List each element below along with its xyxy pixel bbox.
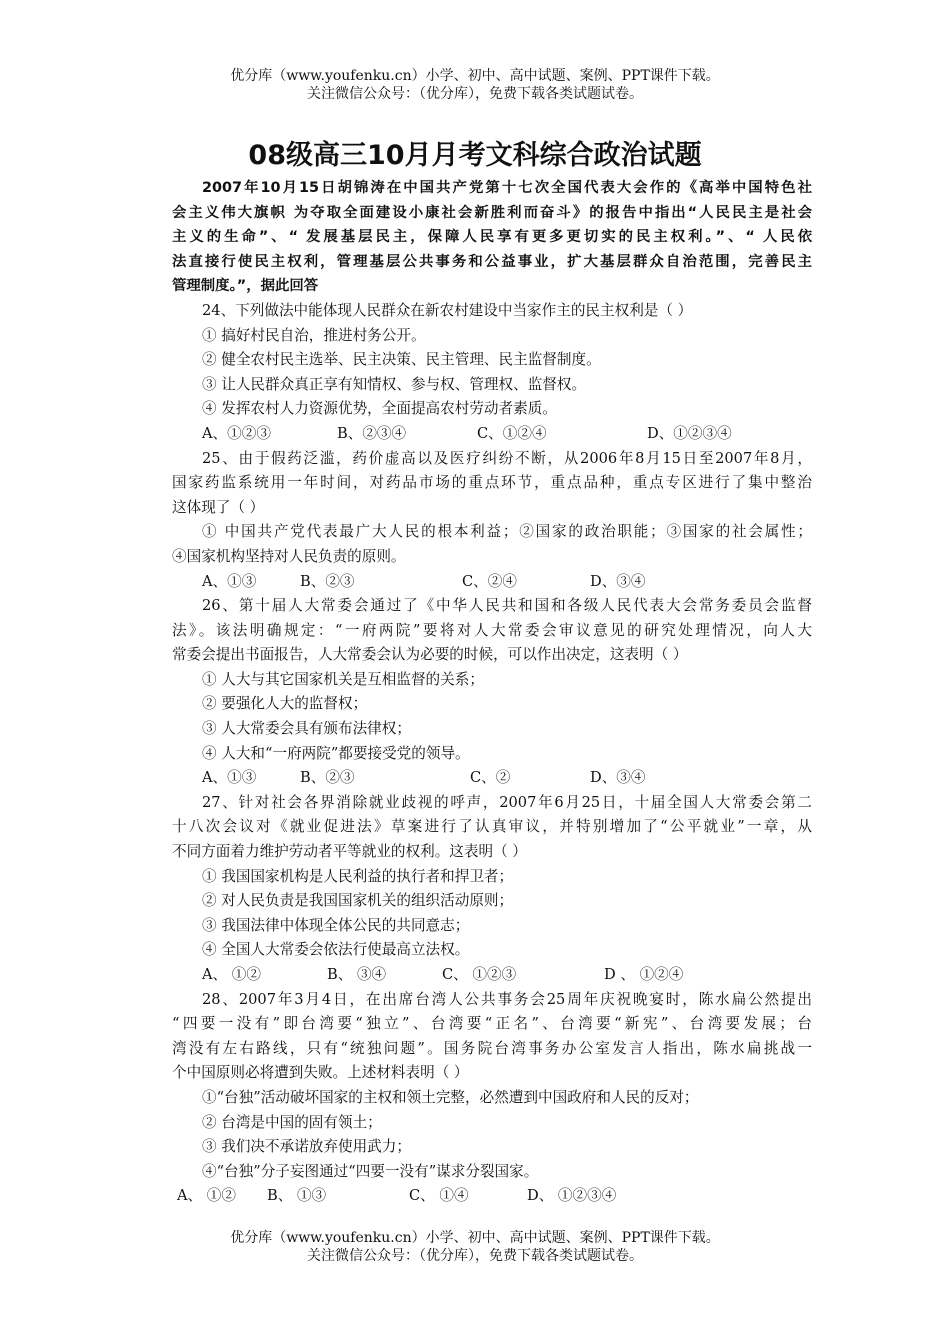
question-28-stem: 28、2007年3月4日，在出席台湾人公共事务会25周年庆祝晚宴时，陈水扁公然提出 <box>202 990 812 1008</box>
page-footer <box>0 1229 950 1265</box>
option-b: B、②③ <box>300 769 355 787</box>
question-27-item: ④ 全国人大常委会依法行使最高立法权。 <box>202 941 470 959</box>
question-25-stem: 这体现了（ ） <box>172 498 265 516</box>
option-a: A、 ①② <box>202 966 261 983</box>
question-28-stem: 湾没有左右路线，只有“统独问题”。国务院台湾事务办公室发言人指出，陈水扁挑战一 <box>172 1039 812 1057</box>
question-24-item: ③ 让人民群众真正享有知情权、参与权、管理权、监督权。 <box>202 375 587 393</box>
option-c: C、 ①④ <box>409 1187 469 1205</box>
question-28-stem: “四要一没有”即台湾要“独立”、台湾要“正名”、台湾要“新宪”、台湾要发展；台 <box>172 1015 812 1033</box>
question-27-stem: 十八次会议对《就业促进法》草案进行了认真审议，并特别增加了“公平就业”一章，从 <box>172 818 812 836</box>
option-a: A、①②③ <box>202 424 271 442</box>
question-28-item: ①“台独”活动破坏国家的主权和领土完整，必然遭到中国政府和人民的反对； <box>202 1088 699 1106</box>
question-26-options <box>172 766 812 791</box>
option-d: D、③④ <box>590 572 646 590</box>
question-27-stem: 27、针对社会各界消除就业歧视的呼声，2007年6月25日，十届全国人大常委会第二 <box>202 793 812 811</box>
option-a: A、①③ <box>202 769 257 787</box>
question-25-options <box>172 570 812 595</box>
question-24-options <box>172 422 812 447</box>
question-24-item: ① 搞好村民自治，推进村务公开。 <box>202 326 426 344</box>
question-24-stem: 24、下列做法中能体现人民群众在新农村建设中当家作主的民主权利是（ ） <box>202 301 693 319</box>
header-line-1: 优分库（www.youfenku.cn）小学、初中、高中试题、案例、PPT课件下载。 <box>230 68 720 84</box>
option-c: C、②④ <box>462 572 517 590</box>
question-26-item: ④ 人大和“一府两院”都要接受党的领导。 <box>202 744 470 762</box>
option-c: C、①②④ <box>477 424 547 442</box>
question-28-item: ② 台湾是中国的固有领土； <box>202 1113 382 1131</box>
page-title: 08级高三10月月考文科综合政治试题 <box>248 140 702 171</box>
question-25-stem: 国家药监系统用一年时间，对药品市场的重点环节，重点品种，重点专区进行了集中整治 <box>172 474 812 492</box>
question-25-stem: 25、由于假药泛滥，药价虚高以及医疗纠纷不断，从2006年8月15日至2007年8月， <box>202 449 812 467</box>
question-27-item: ③ 我国法律中体现全体公民的共同意志； <box>202 916 470 934</box>
question-26-stem: 法》。该法明确规定：“一府两院”要将对人大常委会审议意见的研究处理情况，向人大 <box>172 621 812 639</box>
footer-line-2: 关注微信公众号：（优分库），免费下载各类试题试卷。 <box>307 1248 643 1264</box>
intro-line: 主义的生命”、“ 发展基层民主，保障人民享有更多更切实的民主权利。”、“ 人民依 <box>172 229 812 246</box>
intro-line: 会主义伟大旗帜 为夺取全面建设小康社会新胜利而奋斗》的报告中指出“人民民主是社会 <box>172 204 812 221</box>
option-a: A、①③ <box>202 572 257 590</box>
footer-line-1: 优分库（www.youfenku.cn）小学、初中、高中试题、案例、PPT课件下载。 <box>230 1230 720 1246</box>
question-26-item: ② 要强化人大的监督权； <box>202 695 368 713</box>
question-25-item: ④国家机构坚持对人民负责的原则。 <box>172 547 406 565</box>
question-28-item: ③ 我们决不承诺放弃使用武力； <box>202 1138 411 1156</box>
question-28-options <box>172 1184 812 1209</box>
option-b: B、②③ <box>300 572 355 590</box>
intro-line: 管理制度。”，据此回答 <box>172 278 319 295</box>
page-header <box>0 67 950 103</box>
option-d: D 、 ①②④ <box>604 966 684 983</box>
question-27-item: ② 对人民负责是我国国家机关的组织活动原则； <box>202 892 514 910</box>
option-d: D、①②③④ <box>647 424 732 442</box>
header-line-2: 关注微信公众号：（优分库），免费下载各类试题试卷。 <box>307 86 643 102</box>
question-27-options <box>172 963 812 988</box>
option-d: D、 ①②③④ <box>527 1187 617 1205</box>
question-26-item: ③ 人大常委会具有颁布法律权； <box>202 720 411 738</box>
question-24-item: ② 健全农村民主选举、民主决策、民主管理、民主监督制度。 <box>202 351 601 369</box>
option-b: B、 ③④ <box>327 966 387 983</box>
option-d: D、③④ <box>590 769 646 787</box>
intro-line: 2007年10月15日胡锦涛在中国共产党第十七次全国代表大会作的《高举中国特色社 <box>202 180 812 196</box>
question-27-stem: 不同方面着力维护劳动者平等就业的权利。这表明（ ） <box>172 843 527 861</box>
exam-body <box>172 176 812 1209</box>
option-b: B、②③④ <box>337 424 407 442</box>
question-26-stem: 26、第十届人大常委会通过了《中华人民共和国和各级人民代表大会常务委员会监督 <box>202 597 812 615</box>
option-b: B、 ①③ <box>267 1187 327 1205</box>
question-26-item: ① 人大与其它国家机关是互相监督的关系； <box>202 670 484 688</box>
question-28-stem: 个中国原则必将遭到失败。上述材料表明（ ） <box>172 1064 469 1082</box>
question-27-item: ① 我国国家机构是人民利益的执行者和捍卫者； <box>202 867 514 885</box>
option-c: C、② <box>470 769 511 787</box>
option-a: A、 ①② <box>177 1187 236 1205</box>
question-28-item: ④“台独”分子妄图通过“四要一没有”谋求分裂国家。 <box>202 1162 539 1180</box>
intro-line: 法直接行使民主权利，管理基层公共事务和公益事业，扩大基层群众自治范围，完善民主 <box>172 253 812 270</box>
question-25-item: ① 中国共产党代表最广大人民的根本利益；②国家的政治职能；③国家的社会属性； <box>202 523 812 541</box>
option-c: C、 ①②③ <box>442 966 517 983</box>
question-24-item: ④ 发挥农村人力资源优势，全面提高农村劳动者素质。 <box>202 400 557 418</box>
question-26-stem: 常委会提出书面报告，人大常委会认为必要的时候，可以作出决定，这表明（ ） <box>172 646 688 664</box>
